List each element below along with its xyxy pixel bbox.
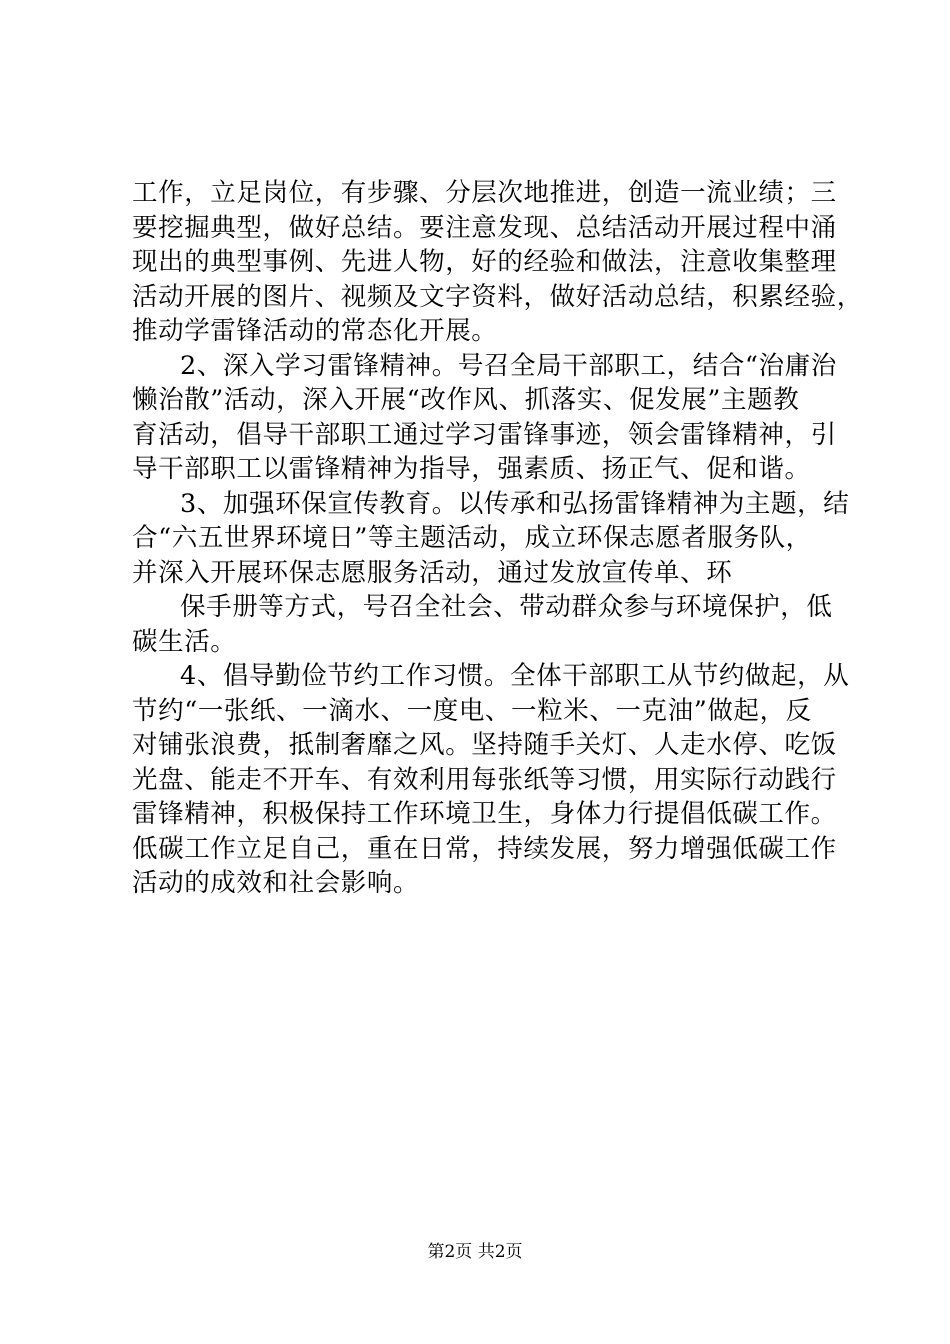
text-line: 要挖掘典型，做好总结。要注意发现、总结活动开展过程中涌 (132, 212, 837, 243)
page-number-footer: 第2页 共2页 (427, 1242, 523, 1262)
paragraph-3-start: 3、加强环保宣传教育。以传承和弘扬雷锋精神为主题，结 (180, 488, 850, 519)
text-line-indented: 保手册等方式，号召全社会、带动群众参与环境保护，低 (180, 592, 833, 622)
text-line: 雷锋精神，积极保持工作环境卫生，身体力行提倡低碳工作。 (132, 799, 837, 829)
paragraph-2-start: 2、深入学习雷锋精神。号召全局干部职工，结合“治庸治 (180, 350, 837, 381)
text-line: 节约“一张纸、一滴水、一度电、一粒米、一克油”做起，反 (132, 695, 812, 726)
text-line: 现出的典型事例、先进人物，好的经验和做法，注意收集整理 (132, 247, 837, 277)
text-line: 推动学雷锋活动的常态化开展。 (132, 316, 498, 346)
document-body (132, 176, 863, 901)
text-line: 碳生活。 (132, 626, 237, 657)
text-line: 光盘、能走不开车、有效利用每张纸等习惯，用实际行动践行 (132, 764, 837, 795)
text-line: 低碳工作立足自己，重在日常，持续发展，努力增强低碳工作 (132, 833, 837, 864)
text-line: 育活动，倡导干部职工通过学习雷锋事迹，领会雷锋精神，引 (132, 419, 837, 450)
text-line: 懒治散”活动，深入开展“改作风、抓落实、促发展”主题教 (132, 385, 800, 415)
text-line: 活动的成效和社会影响。 (132, 868, 420, 898)
text-line: 活动开展的图片、视频及文字资料，做好活动总结，积累经验， (132, 281, 863, 312)
text-line: 导干部职工以雷锋精神为指导，强素质、扬正气、促和谐。 (132, 454, 811, 484)
text-line: 工作，立足岗位，有步骤、分层次地推进，创造一流业绩；三 (132, 178, 837, 208)
text-line: 并深入开展环保志愿服务活动，通过发放宣传单、环 (132, 557, 733, 588)
text-line: 合“六五世界环境日”等主题活动，成立环保志愿者服务队， (132, 523, 812, 553)
paragraph-4-start: 4、倡导勤俭节约工作习惯。全体干部职工从节约做起，从 (180, 661, 850, 691)
text-line: 对铺张浪费，抵制奢靡之风。坚持随手关灯、人走水停、吃饭 (132, 730, 837, 760)
